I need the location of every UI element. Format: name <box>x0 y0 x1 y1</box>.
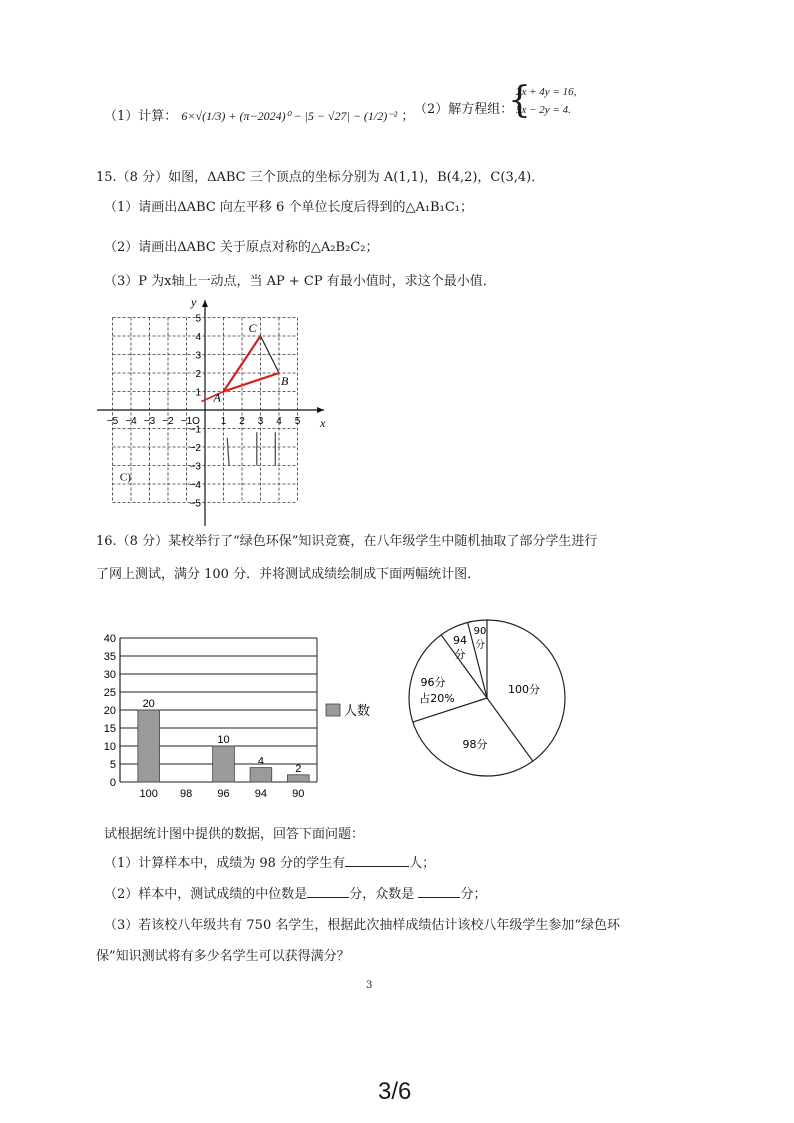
bar-chart <box>90 630 380 810</box>
y-tick-label: 4 <box>195 332 201 343</box>
x-tick-label: −5 <box>106 416 119 427</box>
bar <box>213 746 235 782</box>
bar-value-label: 10 <box>217 734 230 746</box>
bar-value-label: 2 <box>295 762 302 775</box>
x-tick-label: 5 <box>294 416 301 427</box>
pie-label-96: 96分 <box>420 676 446 689</box>
y-tick-label: 5 <box>195 313 201 325</box>
x-tick-label: −2 <box>162 416 174 427</box>
q15-sub3: （3）P 为x轴上一动点，当 AP + CP 有最小值时，求这个最小值． <box>104 274 496 289</box>
bar-y-tick-label: 15 <box>103 723 116 735</box>
bar-y-tick-label: 10 <box>103 741 116 753</box>
q16-sub3-line2: 保”知识测试将有多少名学生可以获得满分？ <box>96 949 350 964</box>
handwritten-label: C) <box>119 471 131 484</box>
page-number: 3 <box>366 980 373 991</box>
bar-y-tick-label: 0 <box>109 777 116 789</box>
x-tick-label: 3 <box>257 416 264 427</box>
pie-label-94-unit: 分 <box>454 648 466 661</box>
q16-sub2-text: （2）样本中，测试成绩的中位数是 <box>104 887 308 902</box>
y-tick-label: −4 <box>189 480 201 491</box>
vertex-label: A <box>213 390 221 405</box>
answer-blank-mode[interactable] <box>418 885 460 898</box>
bar-category-label: 94 <box>254 788 268 800</box>
bar-y-tick-label: 5 <box>109 759 116 771</box>
y-tick-label: 3 <box>195 350 201 362</box>
q16-header-line2: 了网上测试，满分 100 分．并将测试成绩绘制成下面两幅统计图． <box>96 567 481 582</box>
coordinate-grid <box>92 292 342 532</box>
y-tick-label: −3 <box>189 461 201 473</box>
x-tick-label: −3 <box>143 416 156 427</box>
bar-category-label: 98 <box>179 788 193 800</box>
x-tick-label: 2 <box>239 416 245 427</box>
q16-sub1-text: （1）计算样本中，成绩为 98 分的学生有 <box>104 856 346 871</box>
bar-category-label: 100 <box>139 788 158 800</box>
bar-y-tick-label: 20 <box>103 705 116 717</box>
q14-part2-label: （2）解方程组： <box>414 102 514 117</box>
q15-sub1: （1）请画出ΔABC 向左平移 6 个单位长度后得到的△A₁B₁C₁； <box>104 200 473 215</box>
q15-sub2: （2）请画出ΔABC 关于原点对称的△A₂B₂C₂； <box>104 240 379 255</box>
bar-category-label: 96 <box>217 788 230 800</box>
bar <box>287 775 309 782</box>
q16-sub3-line1: （3）若该校八年级共有 750 名学生，根据此次抽样成绩估计该校八年级学生参加“绿色环 <box>104 918 620 933</box>
bar-value-label: 4 <box>257 755 264 768</box>
bar-y-tick-label: 30 <box>103 669 116 681</box>
pie-label-98: 98分 <box>462 738 488 751</box>
bar-category-label: 90 <box>292 788 305 800</box>
page-counter: 3/6 <box>378 1078 412 1105</box>
bar <box>250 768 272 782</box>
pie-chart <box>400 610 580 780</box>
y-tick-label: −1 <box>189 424 201 436</box>
pie-slice-boundary <box>487 698 533 761</box>
q14-part1-expression: 6×√(1/3) + (π−2024)⁰ − |5 − √27| − (1/2)⁻² <box>181 109 398 123</box>
x-axis-label: x <box>320 416 326 430</box>
bar <box>138 710 160 782</box>
q14-equation-system <box>508 80 598 122</box>
x-tick-label: 4 <box>276 416 282 427</box>
y-tick-label: −2 <box>189 443 201 454</box>
pie-label-90-unit: 分 <box>475 640 485 651</box>
q14-part1 <box>104 105 414 124</box>
q16-header-line1: 16.（8 分）某校举行了“绿色环保”知识竞赛，在八年级学生中随机抽取了部分学生进行 <box>96 534 598 549</box>
legend-label: 人数 <box>344 704 371 719</box>
vertex-label: B <box>281 374 289 388</box>
legend-swatch <box>326 704 340 716</box>
pie-label-94: 94 <box>453 634 467 647</box>
bar-y-tick-label: 25 <box>103 687 116 699</box>
y-tick-label: 2 <box>195 369 201 380</box>
q14-part1-label: （1）计算： <box>104 109 178 124</box>
q15-header: 15.（8 分）如图，ΔABC 三个顶点的坐标分别为 A(1,1)，B(4,2)，C(3,4)． <box>96 170 545 185</box>
x-tick-label: 1 <box>220 416 227 427</box>
answer-blank-median[interactable] <box>307 885 349 898</box>
answer-blank-98-count[interactable] <box>345 854 409 867</box>
x-axis-arrow-icon <box>317 407 324 413</box>
q16-sub2-mid: 分，众数是 <box>349 887 415 902</box>
x-tick-label: −1 <box>180 416 193 427</box>
q16-sub2 <box>104 883 486 902</box>
segment-ab-highlight <box>224 373 280 392</box>
x-tick-label: O <box>192 416 200 427</box>
q14-equation-1: 2x + 4y = 16, <box>516 86 577 98</box>
q16-sub2-suffix: 分； <box>460 887 487 902</box>
bar-value-label: 20 <box>142 698 155 710</box>
bar-y-tick-label: 35 <box>103 651 116 663</box>
pie-label-100: 100分 <box>508 683 540 696</box>
y-tick-label: −5 <box>189 498 201 510</box>
equation-brace-icon: { <box>508 80 531 121</box>
q14-equation-2: 5x − 2y = 4. <box>516 104 571 116</box>
pie-label-90: 90 <box>473 626 487 637</box>
bar-y-tick-label: 40 <box>103 633 116 645</box>
y-axis-label: y <box>191 295 197 309</box>
x-tick-label: −4 <box>125 416 137 427</box>
y-tick-label: 1 <box>195 387 201 399</box>
vertex-label: C <box>248 321 257 335</box>
q16-sub1-suffix: 人； <box>409 856 436 871</box>
pencil-mark <box>227 438 229 466</box>
q14-part1-end: ； <box>401 109 415 124</box>
y-axis-arrow-icon <box>202 300 208 307</box>
pie-label-96-percent: 占20% <box>419 692 455 705</box>
q16-sub1 <box>104 852 435 871</box>
q16-prompt: 试根据统计图中提供的数据，回答下面问题： <box>104 827 365 842</box>
